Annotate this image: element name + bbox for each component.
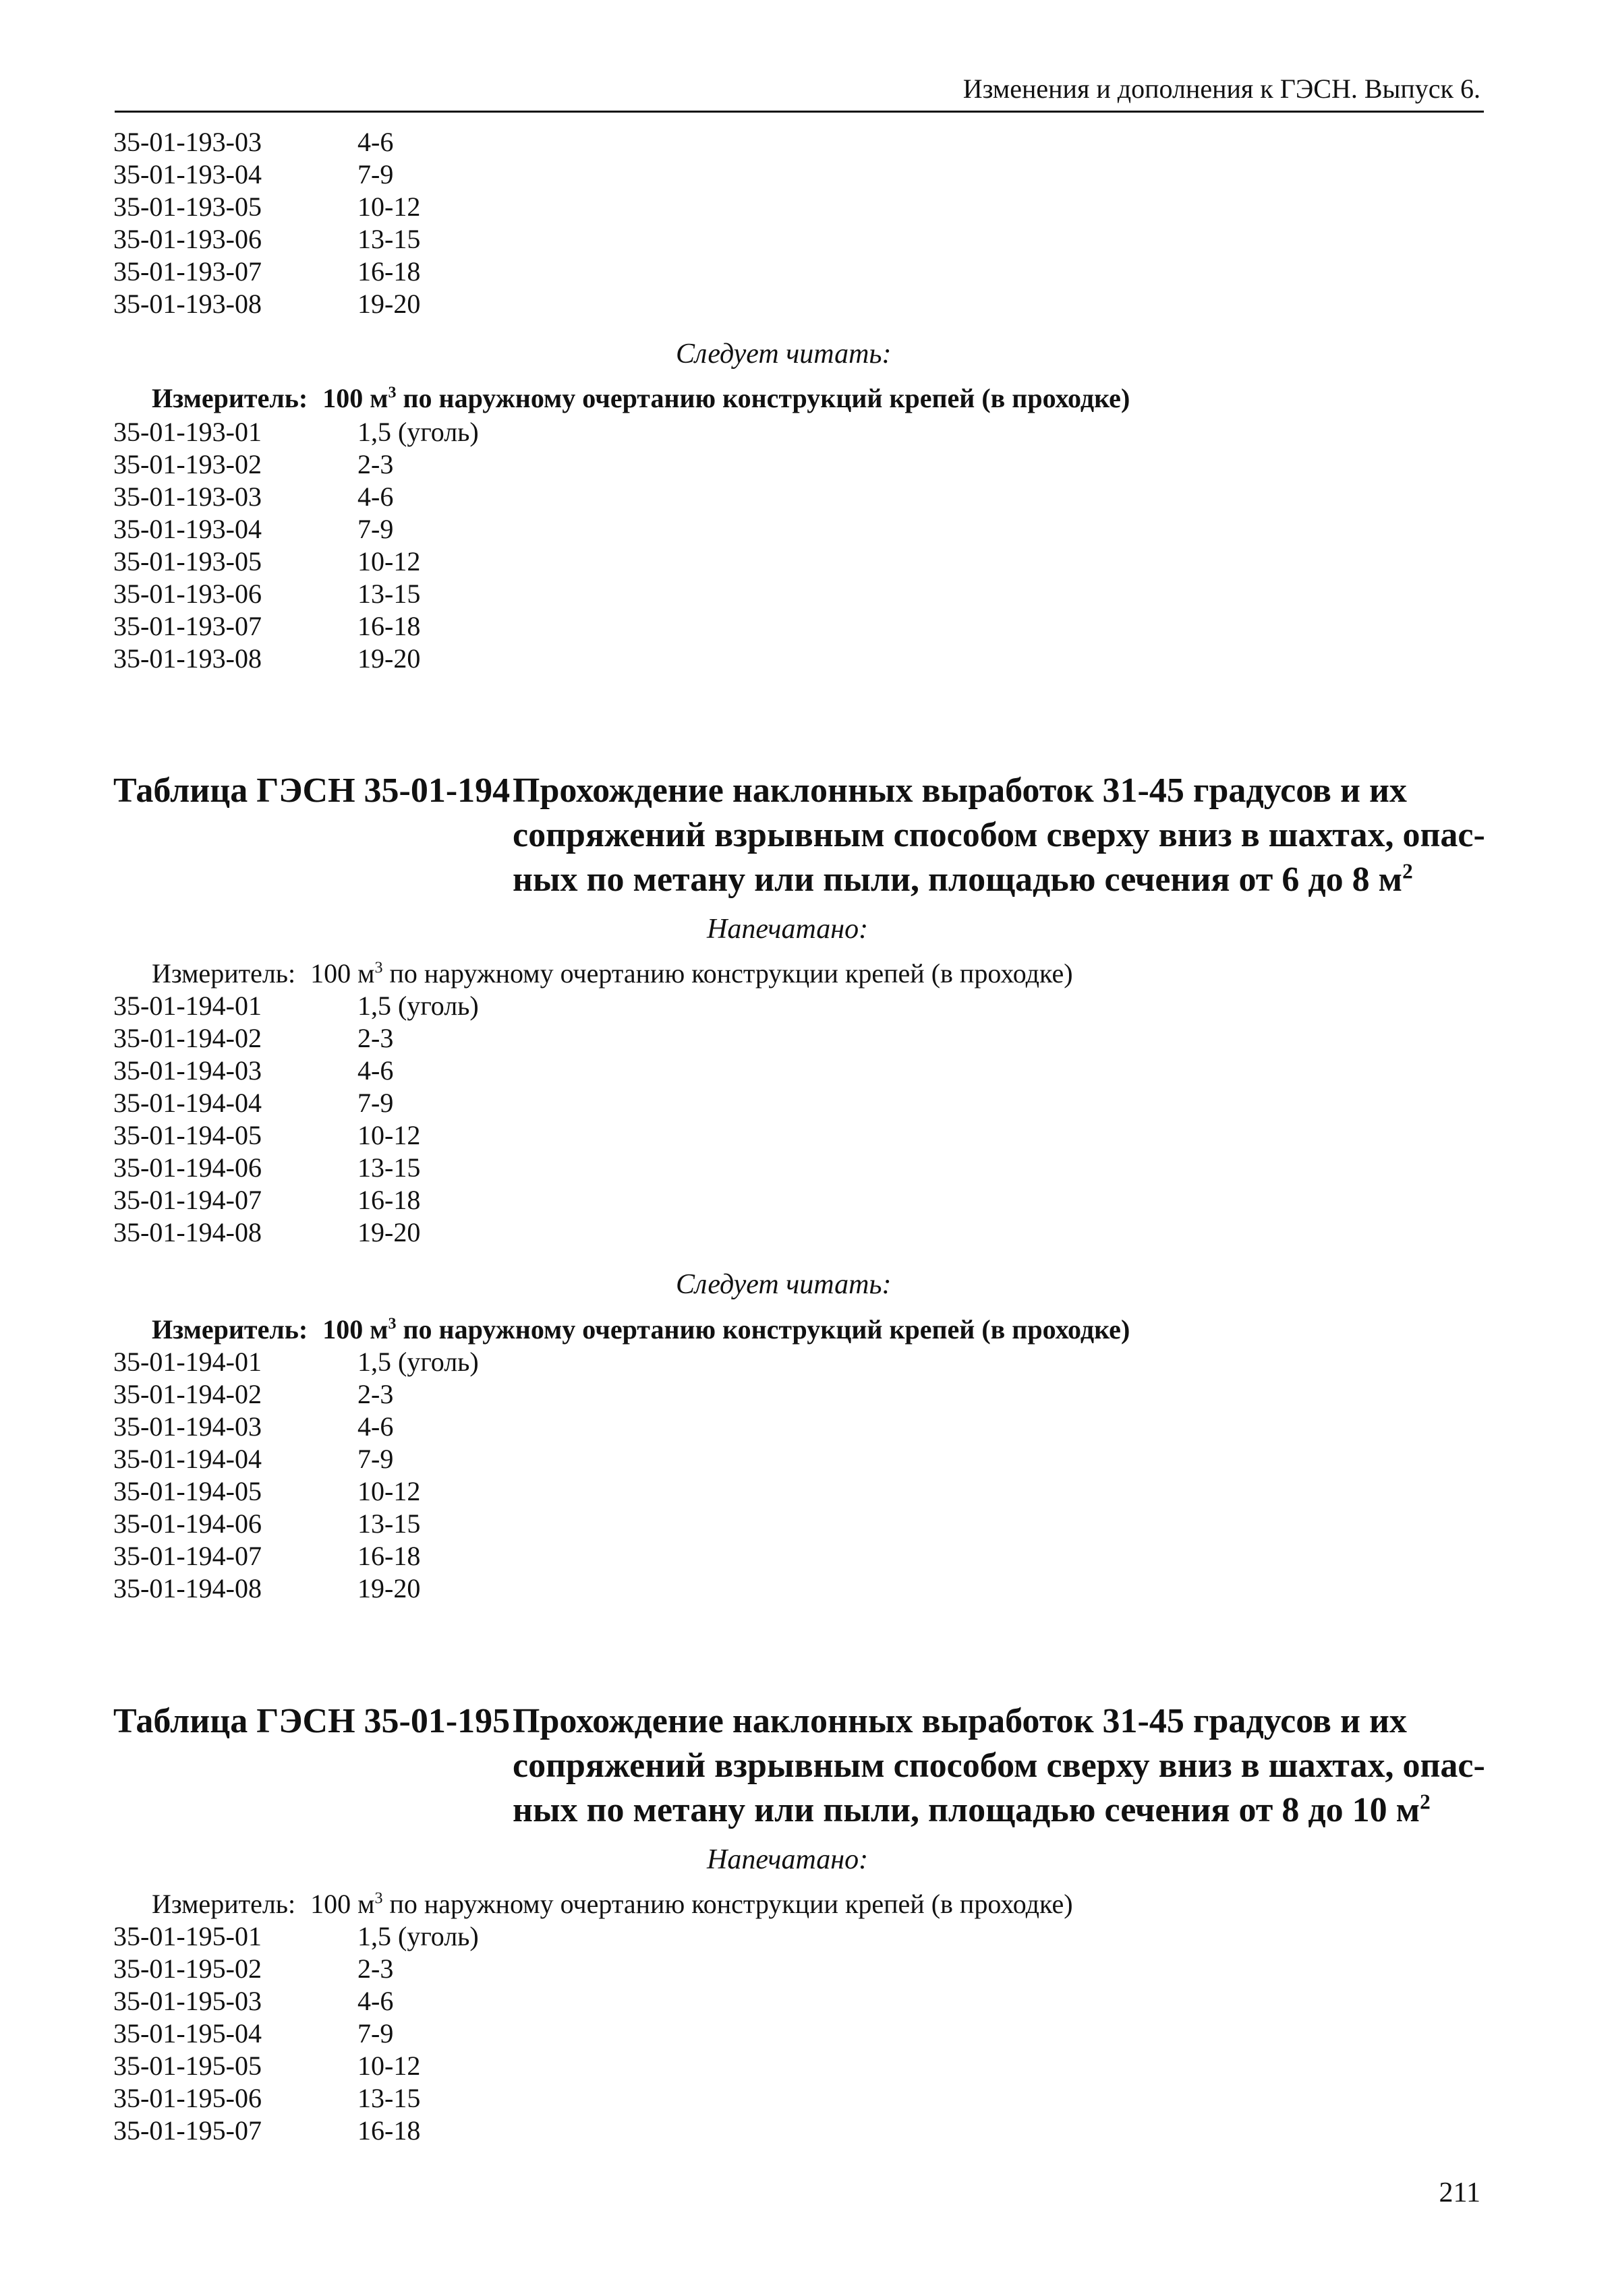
unit-line: Измеритель: 100 $м^3$ по наружному очертанию конструкции крепей (в проходке)	[152, 958, 1073, 989]
header-rule	[115, 111, 1484, 113]
row-code: 35-01-193-05	[113, 192, 262, 222]
row-range: 10-12	[357, 192, 421, 222]
unit-line: Измеритель: 100 $м^3$ по наружному очертанию конструкции крепей (в проходке)	[152, 1889, 1073, 1919]
document-page: Изменения и дополнения к ГЭСН. Выпуск 6. 35-01-193-03 4-6 35-01-193-04 7-9 35-01-193-05 10-12 35-01-193-06 13-15 35-01-193-07 16-18 35-01-193-08 19-20 Следует читать: Измеритель: 100 $м^3$ по наружному очертанию конструкций крепей (в проходке) 35-01-193-01 1,5 (уголь) 35-01-193-02 2-3 35-01-193-03 4-6 35-01-193-04 7-9 35-01-193-05 10-12 35-01-193-06 13-15 35-01-193-07 16-18 35-01-193-08 19-20 Таблица ГЭСН 35-01-194 Прохождение наклонных выработок 31-45 градусов и их сопряжений взрывным способом сверху вниз в шахтах, опас- ных по метану или пыли, площадью сечения от 6 до 8 $м^2$ Напечатано: Измеритель: 100 $м^3$ по наружному очертанию конструкции крепей (в проходке) 35-01-194-01 1,5 (уголь) 35-01-194-02 2-3 35-01-194-03 4-6 35-01-194-04 7-9 35-01-194-05 10-12 35-01-194-06 13-15 35-01-194-07 16-18 35-01-194-08 19-20 Следует читать: Измеритель: 100 $м^3$ по наружному очертанию конструкций крепей (в проходке) 35-01-194-01 1,5 (уголь) 35-01-194-02 2-3 35-01-194-03 4-6 35-01-194-04 7-9 35-01-194-05 10-12 35-01-194-06 13-15 35-01-194-07 16-18 35-01-194-08 19-20 Таблица ГЭСН 35-01-195 Прохождение наклонных выработок 31-45 градусов и их сопряжений взрывным способом сверху вниз в шахтах, опас- ных по метану или пыли, площадью сечения от 8 до 10 $м^2$ Напечатано: Измеритель: 100 $м^3$ по наружному очертанию конструкции крепей (в проходке) 35-01-195-01 1,5 (уголь) 35-01-195-02 2-3 35-01-195-03 4-6 35-01-195-04 7-9 35-01-195-05 10-12 35-01-195-06 13-15 35-01-195-07 16-18 211	[113, 73, 1485, 2208]
row-range: 4-6	[357, 127, 394, 157]
should-read-heading: Следует читать:	[676, 338, 892, 370]
row-range: 19-20	[357, 289, 421, 319]
row-range: 13-15	[357, 224, 421, 254]
unit-label: Измеритель:	[152, 383, 308, 413]
row-range: 16-18	[357, 256, 421, 287]
row-range: 7-9	[357, 159, 394, 189]
should-read-heading: Следует читать:	[676, 1269, 892, 1300]
running-header: Изменения и дополнения к ГЭСН. Выпуск 6.	[962, 73, 1480, 104]
table-label: Таблица ГЭСН 35-01-194	[113, 771, 511, 810]
unit-line: Измеритель: 100 $м^3$ по наружному очертанию конструкций крепей (в проходке)	[152, 1314, 1130, 1345]
unit-text: 100 $м^3$ по наружному очертанию конструкций крепей (в проходке)	[322, 383, 1130, 413]
row-code: 35-01-193-07	[113, 256, 262, 287]
row-code: 35-01-193-08	[113, 289, 262, 319]
row-code: 35-01-193-04	[113, 159, 262, 189]
printed-heading: Напечатано:	[707, 1844, 869, 1875]
row-code: 35-01-193-06	[113, 224, 262, 254]
row-code: 35-01-193-03	[113, 127, 262, 157]
page-number: 211	[1439, 2177, 1480, 2208]
printed-heading: Напечатано:	[707, 914, 869, 945]
table-label: Таблица ГЭСН 35-01-195	[113, 1702, 511, 1740]
unit-line	[152, 382, 1130, 415]
